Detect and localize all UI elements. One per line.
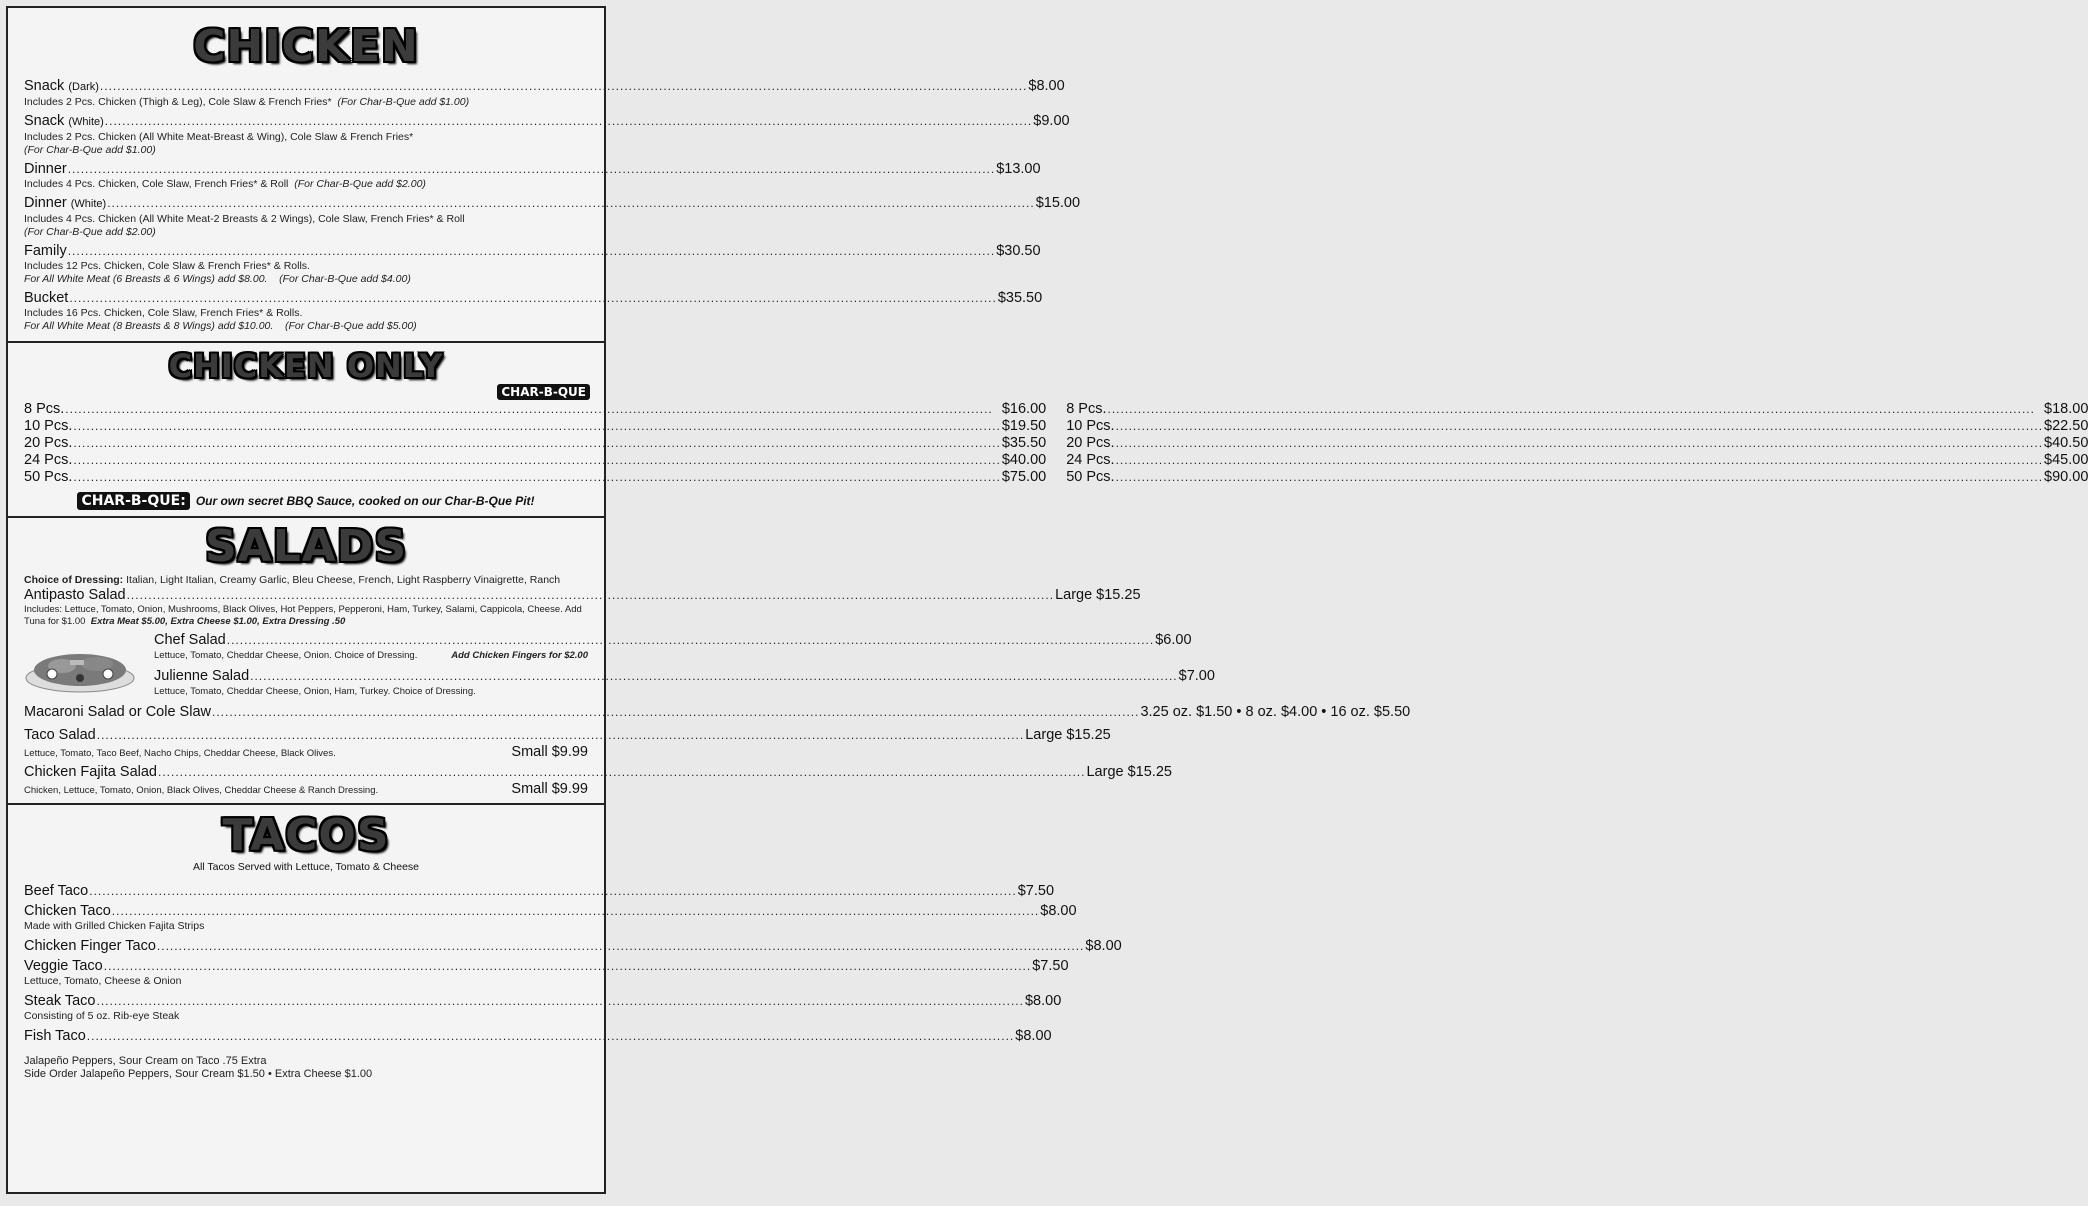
menu-page (6, 6, 2088, 1194)
dressing-options: Italian, Light Italian, Creamy Garlic, Bleu Cheese, French, Light Raspberry Vinaigrette, Ranch (126, 574, 561, 586)
tacos-footer-2: Side Order Jalapeño Peppers, Sour Cream $1.50 • Extra Cheese $1.00 (24, 1068, 373, 1080)
item-name: 8 Pcs. (24, 401, 65, 417)
tacos-heading: TACOS (222, 810, 390, 861)
menu-item (8, 764, 1172, 797)
item-desc: Lettuce, Tomato, Cheese & Onion (24, 975, 182, 987)
section-divider (8, 803, 604, 805)
item-tag: (White) (68, 116, 104, 128)
item-extra: (For Char-B-Que add $2.00) (294, 178, 426, 190)
item-name: 50 Pcs. (24, 469, 73, 485)
item-extra: For All White Meat (8 Breasts & 8 Wings) add $10.00. (For Char-B-Que add $5.00) (24, 320, 417, 332)
regular-column (24, 401, 1046, 486)
item-price: $7.00 (1178, 668, 1215, 684)
item-price-large: Large $15.25 (1086, 764, 1172, 780)
list-item (1066, 418, 2088, 435)
item-name: Chicken Fajita Salad (24, 764, 157, 780)
menu-item (8, 938, 1122, 955)
list-item (24, 435, 1046, 452)
item-extra: (For Char-B-Que add $2.00) (24, 226, 156, 238)
menu-item (8, 587, 1141, 628)
item-price: $8.00 (1024, 993, 1062, 1009)
item-name: 20 Pcs. (24, 435, 73, 451)
item-price: $8.00 (1040, 903, 1077, 919)
item-name: Julienne Salad (154, 668, 250, 684)
salad-image (22, 638, 138, 696)
menu-item (154, 668, 1215, 698)
list-item (24, 452, 1046, 469)
char-b-que-banner-label: CHAR-B-QUE: (77, 492, 189, 510)
item-price: $8.00 (1085, 938, 1122, 954)
list-item (24, 469, 1046, 486)
item-price: $9.00 (1033, 113, 1070, 129)
list-item (1066, 469, 2088, 486)
item-name: Taco Salad (24, 727, 96, 743)
item-price: $7.50 (1017, 883, 1055, 899)
item-name: Dinner (24, 195, 67, 211)
item-price: $13.00 (996, 161, 1041, 177)
item-price: $8.00 (1028, 78, 1065, 94)
menu-item (8, 958, 1069, 988)
item-price: $90.00 (2044, 469, 2088, 485)
item-name: Veggie Taco (24, 958, 103, 974)
menu-item (8, 78, 1065, 109)
char-b-que-column (1066, 401, 2088, 486)
item-extra: Add Chicken Fingers for $2.00 (451, 650, 588, 661)
item-price: $19.50 (1001, 418, 1047, 434)
item-desc: Includes 4 Pcs. Chicken, Cole Slaw, French Fries* & Roll (24, 178, 289, 190)
list-item (1066, 452, 2088, 469)
char-b-que-banner-text: Our own secret BBQ Sauce, cooked on our Char-B-Que Pit! (195, 494, 535, 508)
item-desc: Lettuce, Tomato, Taco Beef, Nacho Chips, Cheddar Cheese, Black Olives. (24, 748, 336, 759)
salads-heading: SALADS (204, 521, 408, 572)
list-item (1066, 401, 2088, 418)
item-desc: Includes 4 Pcs. Chicken (All White Meat-2 Breasts & 2 Wings), Cole Slaw, French Fries* & Roll (24, 213, 465, 225)
menu-item (8, 290, 1043, 333)
item-desc: Lettuce, Tomato, Cheddar Cheese, Onion. Choice of Dressing. (154, 650, 418, 661)
item-desc: Made with Grilled Chicken Fajita Strips (24, 920, 205, 932)
item-price-small: Small $9.99 (511, 781, 588, 797)
item-tag: (White) (70, 198, 107, 210)
section-divider (8, 341, 604, 343)
item-name: Macaroni Salad or Cole Slaw (24, 704, 211, 720)
dressing-label: Choice of Dressing: (24, 574, 124, 586)
item-extra: (For Char-B-Que add $1.00) (24, 144, 156, 156)
item-desc: Includes 12 Pcs. Chicken, Cole Slaw & French Fries* & Rolls. (24, 260, 310, 272)
item-desc: Includes 2 Pcs. Chicken (Thigh & Leg), Cole Slaw & French Fries* (24, 96, 332, 108)
item-name: Snack (24, 113, 65, 129)
chicken-only-table (8, 401, 2088, 486)
chicken-only-heading: CHICKEN ONLY (168, 347, 444, 385)
item-name: 24 Pcs. (24, 452, 73, 468)
item-name: Dinner (24, 161, 67, 177)
item-name: 20 Pcs. (1066, 435, 1115, 451)
item-price: $15.00 (1035, 195, 1081, 211)
list-item (1066, 435, 2088, 452)
chicken-heading: CHICKEN (193, 21, 419, 72)
item-price: $8.00 (1015, 1028, 1052, 1044)
item-name: Antipasto Salad (24, 587, 126, 603)
item-price: $16.00 (1001, 401, 1047, 417)
item-price: $22.50 (2044, 418, 2088, 434)
item-name: Chicken Finger Taco (24, 938, 156, 954)
menu-item (8, 727, 1111, 760)
char-b-que-badge: CHAR-B-QUE (497, 384, 590, 400)
list-item (24, 418, 1046, 435)
tacos-footer-1: Jalapeño Peppers, Sour Cream on Taco .75 Extra (24, 1055, 267, 1067)
menu-item (8, 195, 1081, 239)
item-name: Chicken Taco (24, 903, 111, 919)
item-price: Large $15.25 (1055, 587, 1141, 603)
item-name: 24 Pcs. (1066, 452, 1115, 468)
item-price: $75.00 (1001, 469, 1047, 485)
item-price: $35.50 (1001, 435, 1047, 451)
item-name: 10 Pcs. (24, 418, 73, 434)
item-tag: (Dark) (68, 81, 99, 93)
menu-item (8, 243, 1041, 286)
item-price: $30.50 (996, 243, 1041, 259)
menu-item (8, 993, 1062, 1023)
item-desc: Consisting of 5 oz. Rib-eye Steak (24, 1010, 180, 1022)
item-name: Family (24, 243, 67, 259)
menu-item (8, 1028, 1052, 1045)
menu-item (8, 883, 1055, 900)
menu-item (8, 161, 1041, 191)
item-price: $40.00 (1001, 452, 1047, 468)
item-desc: Includes 2 Pcs. Chicken (All White Meat-Breast & Wing), Cole Slaw & French Fries* (24, 131, 414, 143)
section-divider (8, 516, 604, 518)
item-price: $45.00 (2044, 452, 2088, 468)
item-name: Beef Taco (24, 883, 89, 899)
menu-item (8, 903, 1077, 933)
item-name: Snack (24, 78, 65, 94)
menu-item (8, 704, 1411, 721)
item-name: 50 Pcs. (1066, 469, 1115, 485)
item-price-small: Small $9.99 (511, 744, 588, 760)
item-name: Steak Taco (24, 993, 96, 1009)
item-desc: Includes: Lettuce, Tomato, Onion, Mushrooms, Black Olives, Hot Peppers, Pepperoni, Ham, Turkey, Salami, Cappicola, Cheese. Add Tuna for $1.00 (24, 604, 582, 627)
item-extra: (For Char-B-Que add $1.00) (337, 96, 470, 108)
item-desc: Includes 16 Pcs. Chicken, Cole Slaw, French Fries* & Rolls. (24, 307, 303, 319)
item-extra: For All White Meat (6 Breasts & 6 Wings) add $8.00. (For Char-B-Que add $4.00) (24, 273, 411, 285)
item-name: 10 Pcs. (1066, 418, 1115, 434)
dressing-line (24, 574, 588, 587)
item-price: $18.00 (2044, 401, 2088, 417)
menu-item (154, 632, 1192, 662)
item-name: Bucket (24, 290, 69, 306)
item-price: 3.25 oz. $1.50 • 8 oz. $4.00 • 16 oz. $5.50 (1140, 704, 1411, 720)
item-extra: Extra Meat $5.00, Extra Cheese $1.00, Extra Dressing .50 (90, 616, 346, 627)
item-desc: Chicken, Lettuce, Tomato, Onion, Black Olives, Cheddar Cheese & Ranch Dressing. (24, 785, 379, 796)
item-desc: Lettuce, Tomato, Cheddar Cheese, Onion, Ham, Turkey. Choice of Dressing. (154, 686, 476, 697)
item-name: 8 Pcs. (1066, 401, 1107, 417)
item-price-large: Large $15.25 (1025, 727, 1111, 743)
tacos-subtitle: All Tacos Served with Lettuce, Tomato & Cheese (192, 861, 420, 873)
item-price: $6.00 (1155, 632, 1192, 648)
item-price: $40.50 (2044, 435, 2088, 451)
item-name: Fish Taco (24, 1028, 86, 1044)
char-b-que-banner (8, 492, 604, 510)
item-name: Chef Salad (154, 632, 226, 648)
item-price: $7.50 (1032, 958, 1069, 974)
menu-item (8, 113, 1070, 157)
item-price: $35.50 (997, 290, 1043, 306)
list-item (24, 401, 1046, 418)
